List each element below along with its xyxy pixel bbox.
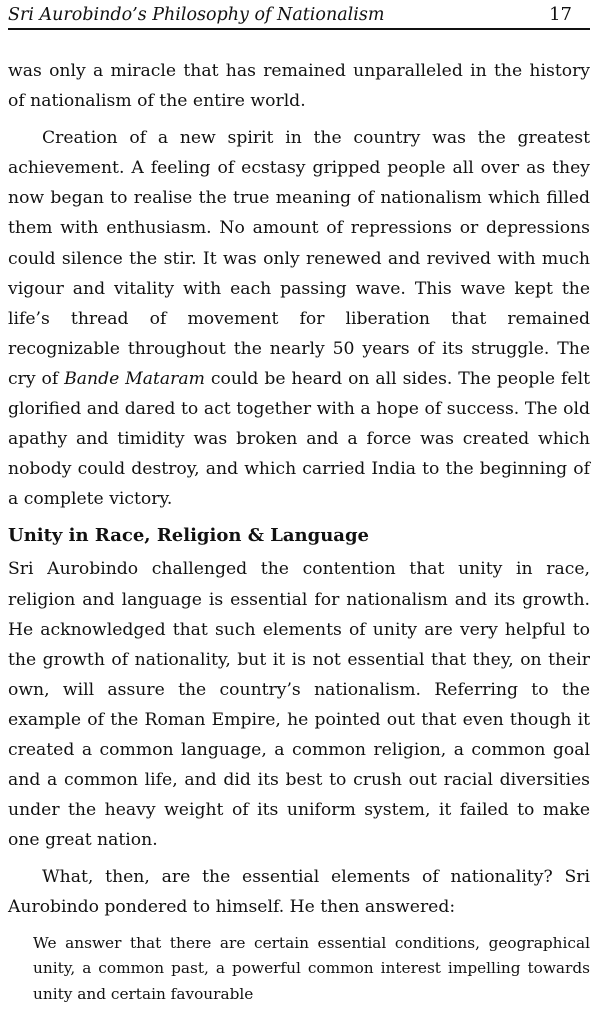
running-head bbox=[8, 0, 590, 30]
page-number: 17 bbox=[549, 4, 572, 25]
paragraph-new-spirit bbox=[8, 123, 590, 514]
block-quote: We answer that there are certain essential conditions, geographical unity, a common past, a powerful common interest impelling towards unity and certain favourable bbox=[33, 933, 590, 1003]
bande-mataram-italic: Bande Mataram bbox=[64, 368, 205, 389]
running-head-title: Sri Aurobindo’s Philosophy of Nationalism bbox=[8, 5, 385, 25]
paragraph-essential-elements: What, then, are the essential elements of nationality? Sri Aurobindo pondered to himself. He then answered: bbox=[8, 867, 590, 918]
paragraph-new-spirit-part-1: Creation of a new spirit in the country was the greatest achievement. A feeling of ecstasy gripped people all over as they now began to realise the true meaning of nationalism which filled them with enthusiasm. No amount of repressions or depressions could silence the stir. It was only renewed and revived with much vigour and vitality with each passing wave. This wave kept the life’s thread of movement for liberation that remained recognizable throughout the nearly 50 years of its struggle. The cry of bbox=[8, 128, 590, 389]
paragraph-continuation: was only a miracle that has remained unparalleled in the history of nationalism of the entire world. bbox=[8, 61, 590, 112]
paragraph-new-spirit-part-2: could be heard on all sides. The people felt glorified and dared to act together with a hope of success. The old apathy and timidity was broken and a force was created which nobody could destroy, and which carried India to the beginning of a complete victory. bbox=[8, 368, 590, 510]
body-text bbox=[8, 56, 590, 1007]
paragraph-unity: Sri Aurobindo challenged the contention that unity in race, religion and language is essential for nationalism and its growth. He acknowledged that such elements of unity are very helpful to the growth of nationality, but it is not essential that they, on their own, will assure the country’s nationalism. Referring to the example of the Roman Empire, he pointed out that even though it created a common language, a common religion, a common goal and a common life, and did its best to crush out racial diversities under the heavy weight of its uniform system, it failed to make one great nation. bbox=[8, 559, 590, 851]
section-heading: Unity in Race, Religion & Language bbox=[8, 525, 370, 547]
